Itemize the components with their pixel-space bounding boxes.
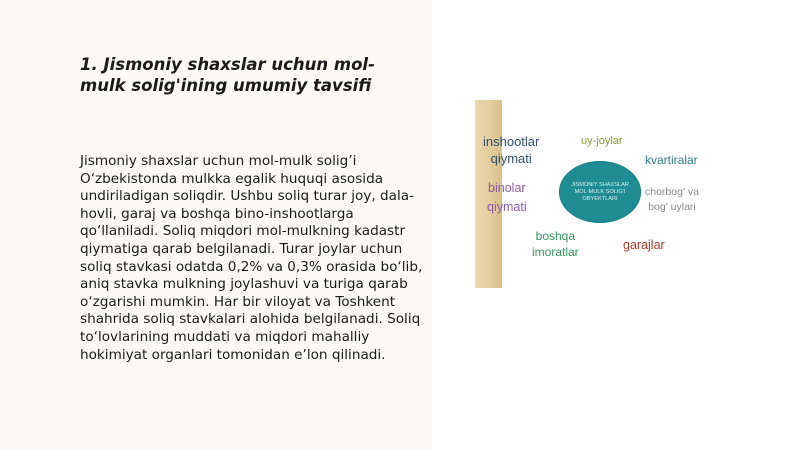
word-inshootlar-qiymati: inshootlar qiymati [483, 134, 540, 166]
center-ellipse [559, 161, 641, 223]
word-chorbog-va-bog-uylari: chorbog' va bog' uylari [645, 186, 699, 213]
word-binolar-qiymati: binolar qiymati [487, 181, 527, 214]
center-label: JISMONIY SHAXSLAR MOL-MULK SOLIG'I OBYEKTLARI [571, 181, 629, 202]
word-cloud-diagram [475, 100, 745, 290]
slide-title: 1. Jismoniy shaxslar uchun mol-mulk solig'ining umumiy tavsifi [80, 55, 375, 95]
word-boshqa-imoratlar: boshqa imoratlar [532, 229, 579, 259]
word-garajlar: garajlar [623, 238, 665, 252]
slide-body-text: Jismoniy shaxslar uchun mol-mulk solig’i O‘zbekistonda mulkka egalik huquqi asosida undiriladigan soliqdir. Ushbu soliq turar joy, dala-hovli, garaj va boshqa bino-inshootlarga qo‘llaniladi. Soliq miqdori mol-mulkning kadastr qiymatiga qarab belgilanadi. Turar joylar uchun soliq stavkasi odatda 0,2% va 0,3% orasida bo‘lib, aniq stavka mulkning joylashuvi va turiga qarab o‘zgarishi mumkin. Har bir viloyat va Toshkent shahrida soliq stavkalari alohida belgilanadi. Soliq to‘lovlarining muddati va miqdori mahalliy hokimiyat organlari tomonidan e’lon qilinadi. [80, 153, 423, 363]
word-uy-joylar: uy-joylar [581, 135, 623, 147]
word-kvartiralar: kvartiralar [645, 153, 698, 167]
